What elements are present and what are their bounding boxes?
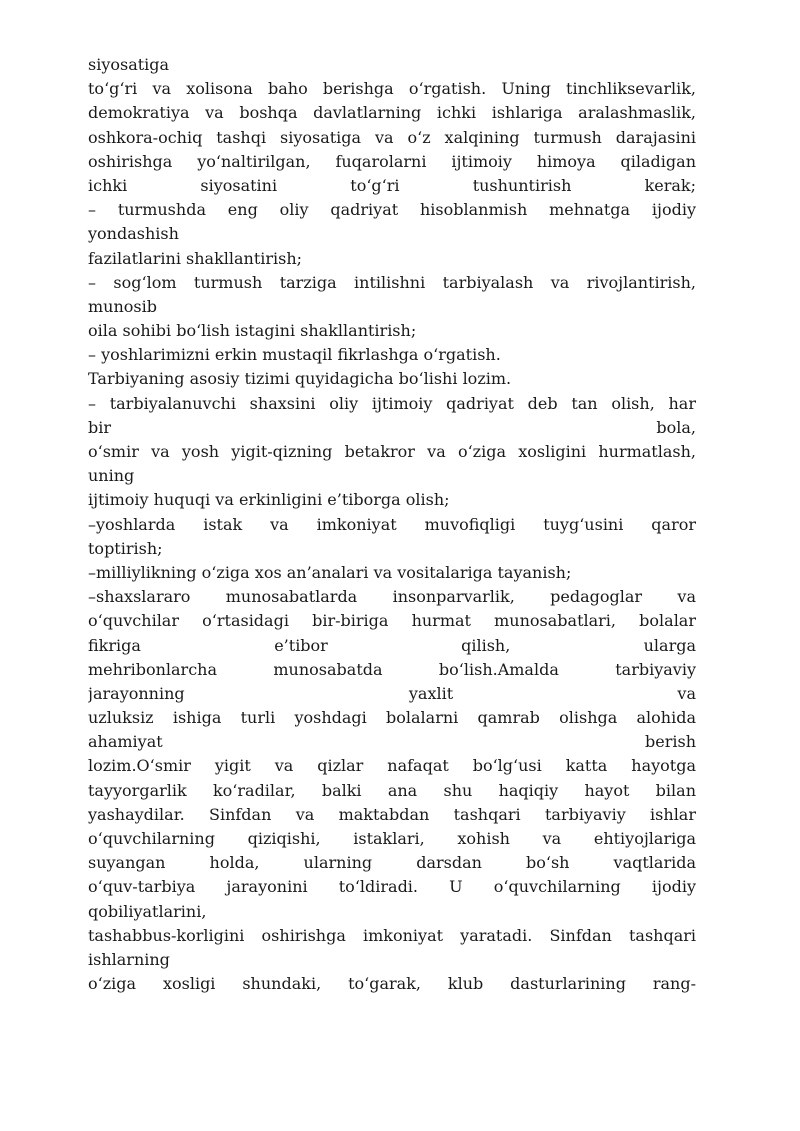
text-line: munosib [88,296,157,316]
text-line: yondashish [88,224,179,244]
text-line: ichki siyosatini to‘g‘ri tushuntirish kerak; [88,175,696,195]
text-line: ishlarning [88,949,170,969]
text-line: siyosatiga [88,55,170,74]
text-line: – turmushda eng oliy qadriyat hisoblanmish mehnatga ijodiy [88,200,696,220]
text-line: ijtimoiy huquqi va erkinligini e’tiborga olish; [88,490,450,510]
text-line: uning [88,466,135,486]
text-line: o‘smir va yosh yigit-qizning betakror va o‘ziga xosligini hurmatlash, [88,442,696,461]
text-line: mehribonlarcha munosabatda bo‘lish.Amalda tarbiyaviy [88,659,696,679]
text-line: ahamiyat berish [88,732,696,752]
text-line: – yoshlarimizni erkin mustaqil fikrlashga o‘rgatish. [88,345,501,365]
text-line: o‘quvchilar o‘rtasidagi bir-biriga hurmat munosabatlari, bolalar [88,611,696,631]
text-line: tayyorgarlik ko‘radilar, balki ana shu haqiqiy hayot bilan [88,780,696,800]
text-line: oshirishga yo‘naltirilgan, fuqarolarni ijtimoiy himoya qiladigan [88,151,696,171]
text-line: lozim.O‘smir yigit va qizlar nafaqat bo‘lg‘usi katta hayotga [88,756,696,776]
text-line: –yoshlarda istak va imkoniyat muvofiqligi tuyg‘usini qaror [88,514,696,534]
text-line: uzluksiz ishiga turli yoshdagi bolalarni qamrab olishga alohida [88,708,696,728]
text-line: to‘g‘ri va xolisona baho berishga o‘rgatish. Uning tinchliksevarlik, [88,79,696,99]
text-line: Tarbiyaning asosiy tizimi quyidagicha bo‘lishi lozim. [88,369,512,389]
text-line: fikriga e’tibor qilish, ularga [88,635,696,655]
text-line: suyangan holda, ularning darsdan bo‘sh vaqtlarida [88,853,696,873]
text-line: demokratiya va boshqa davlatlarning ichki ishlariga aralashmaslik, [88,103,696,123]
text-line: oila sohibi bo‘lish istagini shakllantirish; [88,321,417,341]
text-line: o‘ziga xosligi shundaki, to‘garak, klub dasturlarining rang- [88,974,696,994]
text-line: toptirish; [88,538,163,558]
text-line: o‘quvchilarning qiziqishi, istaklari, xohish va ehtiyojlariga [88,829,696,848]
text-line: oshkora-ochiq tashqi siyosatiga va o‘z xalqining turmush darajasini [88,127,696,147]
text-line: yashaydilar. Sinfdan va maktabdan tashqari tarbiyaviy ishlar [88,804,696,824]
text-line: bir bola, [88,417,696,437]
body-text [88,53,696,996]
text-line: fazilatlarini shakllantirish; [88,248,303,268]
text-line: – sog‘lom turmush tarziga intilishni tarbiyalash va rivojlantirish, [88,272,696,292]
text-line: qobiliyatlarini, [88,901,207,921]
text-line: tashabbus-korligini oshirishga imkoniyat yaratadi. Sinfdan tashqari [88,925,696,945]
text-line: jarayonning yaxlit va [88,683,696,703]
text-line: o‘quv-tarbiya jarayonini to‘ldiradi. U o‘quvchilarning ijodiy [88,877,696,897]
text-line: –milliylikning o‘ziga xos an’analari va vositalariga tayanish; [88,562,572,582]
text-line: –shaxslararo munosabatlarda insonparvarlik, pedagoglar va [88,587,696,607]
text-line: – tarbiyalanuvchi shaxsini oliy ijtimoiy qadriyat deb tan olish, har [88,393,696,413]
